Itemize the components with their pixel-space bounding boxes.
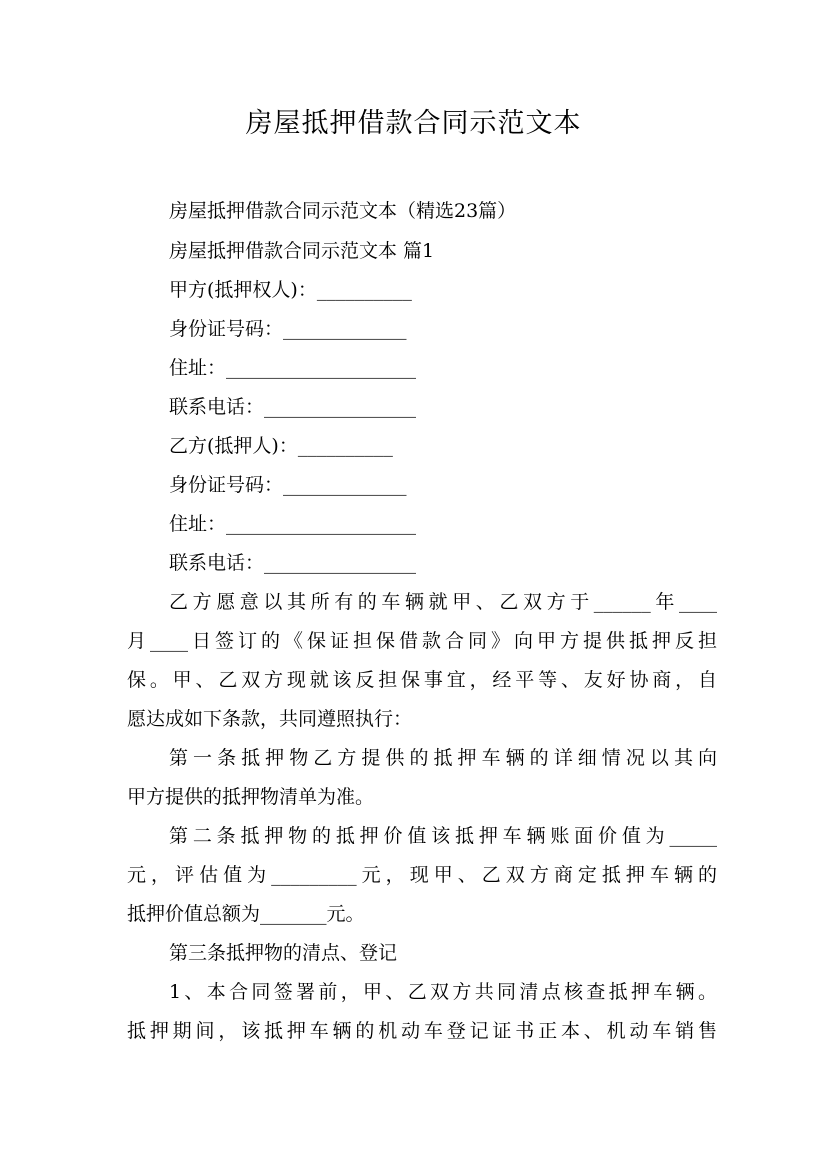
party-b-field: 乙方(抵押人)：__________ [169,435,393,457]
party-b-phone-field: 联系电话：________________ [169,552,417,574]
article-1-line: 甲方提供的抵押物清单为准。 [127,786,375,808]
article-3-line: 抵押期间，该抵押车辆的机动车登记证书正本、机动车销售 [127,1020,717,1042]
party-b-address-field: 住址：____________________ [169,513,417,535]
section-heading: 房屋抵押借款合同示范文本 篇1 [169,240,435,262]
paragraph-line: 乙方愿意以其所有的车辆就甲、乙双方于______年____ [169,591,717,613]
article-1-line: 第一条抵押物乙方提供的抵押车辆的详细情况以其向 [169,747,717,769]
party-a-address-field: 住址：____________________ [169,357,417,379]
article-3-line: 1、本合同签署前，甲、乙双方共同清点核查抵押车辆。 [169,981,717,1003]
article-2-line: 元，评估值为_________元，现甲、乙双方商定抵押车辆的 [127,864,717,886]
party-b-id-field: 身份证号码：_____________ [169,474,407,496]
article-2-line: 抵押价值总额为_______元。 [127,903,365,925]
party-a-id-field: 身份证号码：_____________ [169,318,407,340]
article-3-heading: 第三条抵押物的清点、登记 [169,942,398,964]
paragraph-line: 保。甲、乙双方现就该反担保事宜，经平等、友好协商，自 [127,669,717,691]
paragraph-line: 月____日签订的《保证担保借款合同》向甲方提供抵押反担 [127,630,717,652]
document-title: 房屋抵押借款合同示范文本 [245,108,582,139]
subtitle-line: 房屋抵押借款合同示范文本（精选23篇） [169,200,517,222]
article-2-line: 第二条抵押物的抵押价值该抵押车辆账面价值为_____ [169,825,717,847]
party-a-phone-field: 联系电话：________________ [169,396,417,418]
paragraph-line: 愿达成如下条款，共同遵照执行： [127,708,413,730]
party-a-field: 甲方(抵押权人)：__________ [169,279,412,301]
